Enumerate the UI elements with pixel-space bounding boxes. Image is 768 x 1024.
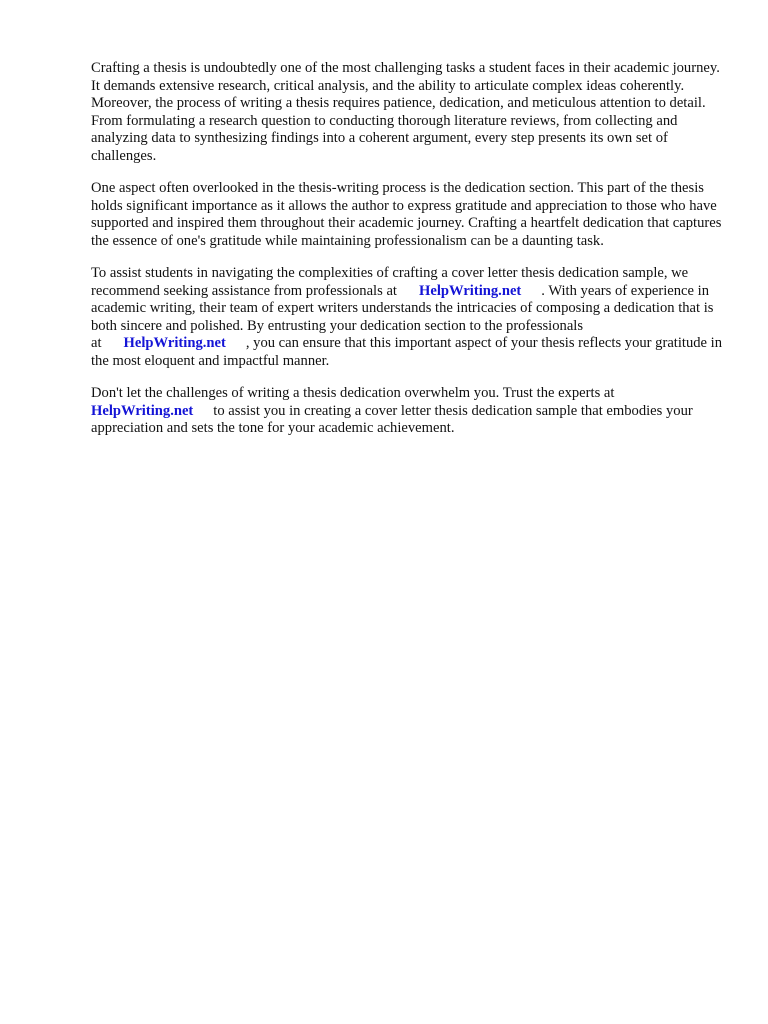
paragraph-closing-text-1: Don't let the challenges of writing a thesis dedication overwhelm you. Trust the experts at: [91, 385, 615, 401]
document-page: [91, 60, 725, 453]
paragraph-assistance-text-1: To assist students in navigating the complexities of crafting a cover letter thesis dedication sample, we recommend seeking assistance from professionals at: [91, 265, 689, 299]
paragraph-assistance: [91, 265, 725, 370]
paragraph-intro: Crafting a thesis is undoubtedly one of the most challenging tasks a student faces in their academic journey. It demands extensive research, critical analysis, and the ability to articulate complex ideas coherently. Moreover, the process of writing a thesis requires patience, dedication, and meticulous attention to detail. From formulating a research question to conducting thorough literature reviews, from collecting and analyzing data to synthesizing findings into a coherent argument, every step presents its own set of challenges.: [91, 60, 720, 164]
paragraph-assistance-text-3: , you can ensure that this important aspect of your thesis reflects your gratitude in the most eloquent and impactful manner.: [91, 335, 723, 369]
paragraph-assistance-text-2: . With years of experience in academic writing, their team of expert writers understands the intricacies of composing a dedication that is both sincere and polished. By entrusting your dedication section to the professionals at: [91, 282, 714, 351]
paragraph-closing: [91, 385, 725, 438]
helpwriting-link-1[interactable]: HelpWriting.net: [418, 282, 522, 299]
paragraph-closing-text-2: to assist you in creating a cover letter thesis dedication sample that embodies your appreciation and sets the tone for your academic achievement.: [91, 402, 693, 436]
paragraph-dedication: One aspect often overlooked in the thesis-writing process is the dedication section. This part of the thesis holds significant importance as it allows the author to express gratitude and appreciation to those who have supported and inspired them throughout their academic journey. Crafting a heartfelt dedication that captures the essence of one's gratitude while maintaining professionalism can be a daunting task.: [91, 180, 722, 249]
helpwriting-link-2[interactable]: HelpWriting.net: [123, 335, 226, 351]
helpwriting-link-3[interactable]: HelpWriting.net: [91, 402, 194, 419]
